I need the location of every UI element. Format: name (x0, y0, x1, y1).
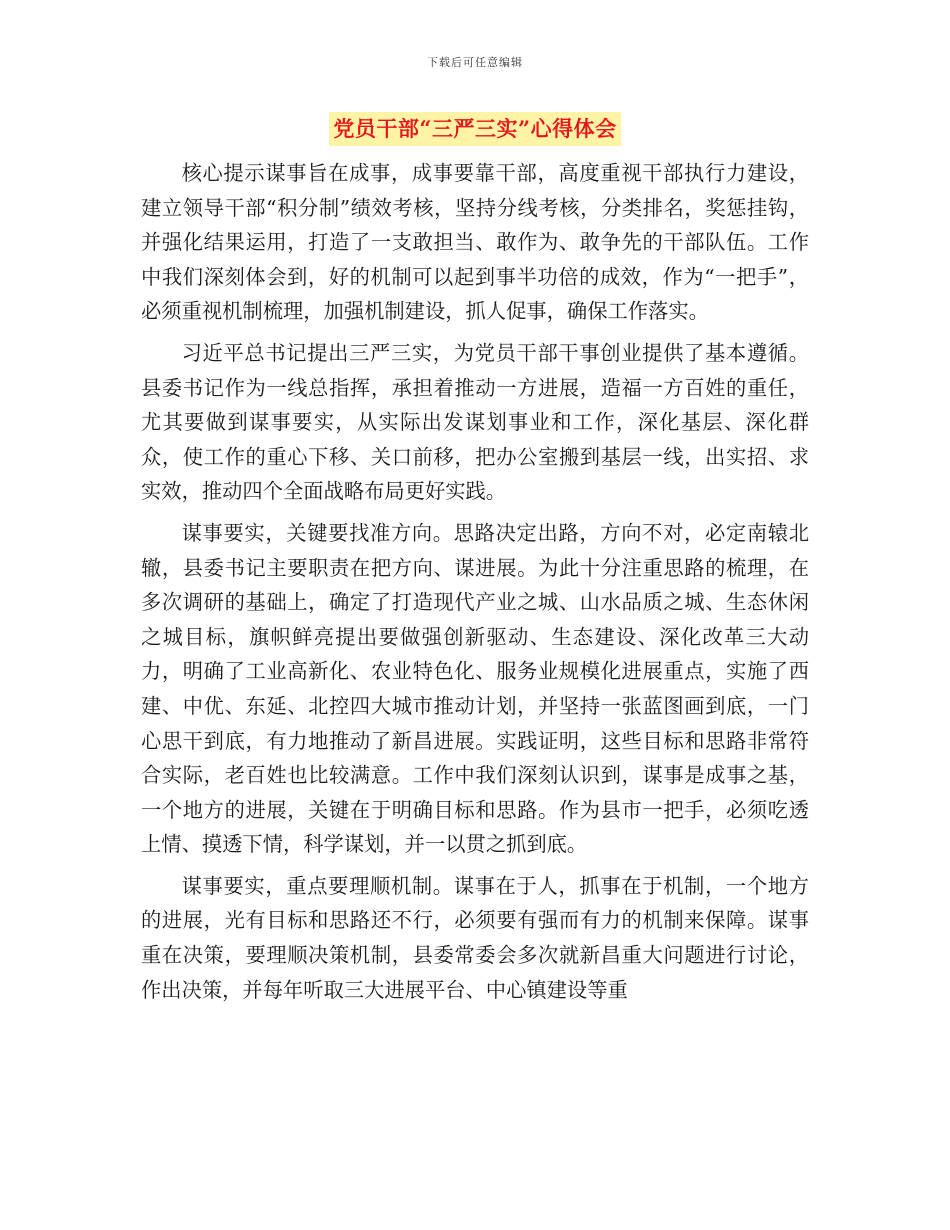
paragraph-4: 谋事要实，重点要理顺机制。谋事在于人，抓事在于机制，一个地方的进展，光有目标和思路还不行，必须要有强而有力的机制来保障。谋事重在决策，要理顺决策机制，县委常委会多次就新昌重大问题进行讨论，作出决策，并每年听取三大进展平台、中心镇建设等重 (141, 873, 809, 1002)
header-note: 下载后可任意编辑 (427, 56, 523, 69)
paragraph-3: 谋事要实，关键要找准方向。思路决定出路，方向不对，必定南辕北辙，县委书记主要职责在把方向、谋进展。为此十分注重思路的梳理，在多次调研的基础上，确定了打造现代产业之城、山水品质之城、生态休闲之城目标，旗帜鲜亮提出要做强创新驱动、生态建设、深化改革三大动力，明确了工业高新化、农业特色化、服务业规模化进展重点，实施了西建、中优、东延、北控四大城市推动计划，并坚持一张蓝图画到底，一门心思干到底，有力地推动了新昌进展。实践证明，这些目标和思路非常符合实际，老百姓也比较满意。工作中我们深刻认识到，谋事是成事之基，一个地方的进展，关键在于明确目标和思路。作为县市一把手，必须吃透上情、摸透下情，科学谋划，并一以贯之抓到底。 (141, 520, 809, 857)
title-container (0, 112, 950, 146)
paragraph-1: 核心提示谋事旨在成事，成事要靠干部，高度重视干部执行力建设，建立领导干部“积分制”绩效考核，坚持分线考核，分类排名，奖惩挂钩，并强化结果运用，打造了一支敢担当、敢作为、敢争先的干部队伍。工作中我们深刻体会到，好的机制可以起到事半功倍的成效，作为“一把手”，必须重视机制梳理，加强机制建设，抓人促事，确保工作落实。 (141, 161, 809, 324)
paragraph-2: 习近平总书记提出三严三实，为党员干部干事创业提供了基本遵循。县委书记作为一线总指挥，承担着推动一方进展，造福一方百姓的重任，尤其要做到谋事要实，从实际出发谋划事业和工作，深化基层、深化群众，使工作的重心下移、关口前移，把办公室搬到基层一线，出实招、求实效，推动四个全面战略布局更好实践。 (141, 340, 809, 504)
document-title: 党员干部“三严三实”心得体会 (329, 112, 620, 146)
document-body (141, 156, 809, 1014)
